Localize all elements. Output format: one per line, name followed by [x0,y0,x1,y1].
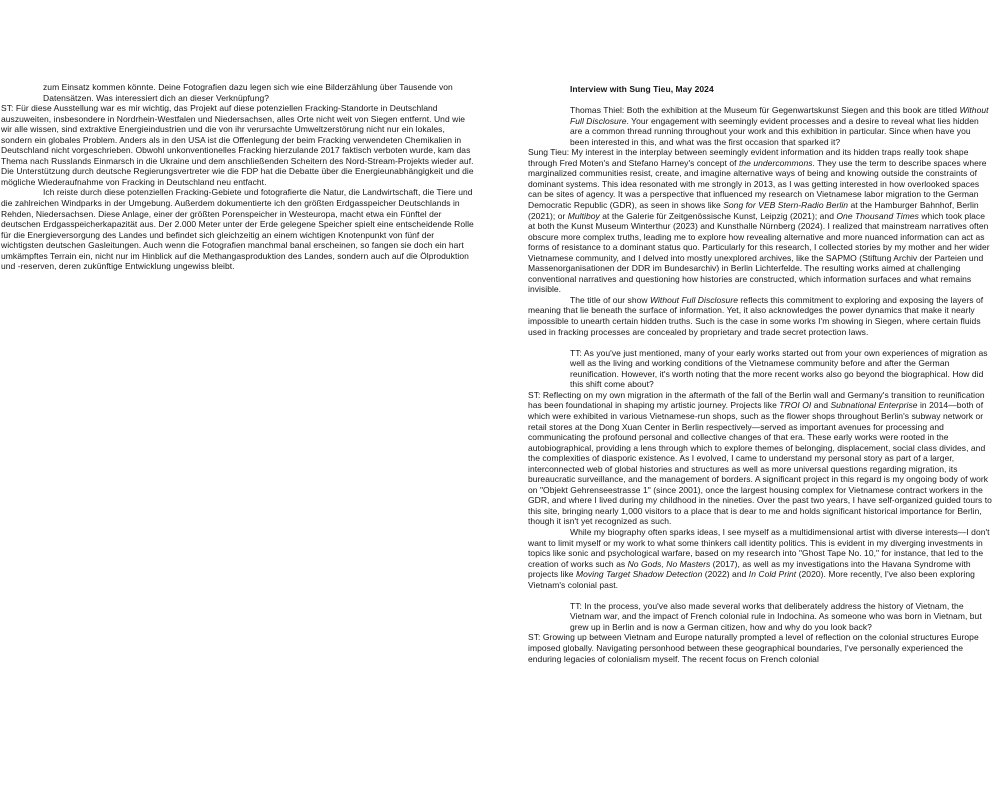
italic-title-text: Subnational Enterprise [830,400,918,411]
text-run: which took place at both the Kunst Museum Winterthur (2023) and Kunsthalle Nürnberg (2024). I realized that mainstream narratives often obscure more complex truths, leading me to explore how revealing alternative and more nuanced information can act as forms of resistance to a dominant status quo. Particularly for this research, I collected stories by my mother and her wider Vietnamese community, and I delved into mostly unexplored archives, like the SAPMO (Stiftung Archiv der Parteien und Massenorganisationen der DDR im Bundesarchiv) in Berlin Lichterfelde. The resulting works aimed at challenging conventional narratives and questioning how histories are constructed, which information surfaces and what remains invisible. [528,210,990,295]
text-run: . They use the term to describe spaces where marginalized communities resist, create, and imagine alternative ways of being and knowing outside the constraints of dominant systems. This idea resonated with me strongly in 2013, as I was getting interested in how overlooked spaces can be sites of agency. It was a perspective that influenced my research on Vietnamese labor migration to the German Democratic Republic (GDR), as seen in shows like [528,157,987,211]
italic-title-text: Without Full Disclosure [570,105,989,126]
answer-2-continued [528,527,992,590]
right-page-text-column [528,84,992,664]
text-run: While my biography often sparks ideas, I see myself as a multidimensional artist with diverse interests—I don't want to limit myself or my work to what some thinkers call identity politics. This is evident in my diverging investments in topics like sonic and psychological warfare, based on my research into "Ghost Tape No. 10," for instance, that led to the creation of works such as [528,526,990,569]
italic-title-text: Without Full Disclosure [650,294,738,305]
text-run: at the Galerie für Zeitgenössische Kunst, Leipzig (2021); and [599,210,837,221]
question-2 [570,348,992,390]
text-run: The title of our show [570,294,650,305]
text-run: in 2014—both of which were exhibited in various Vietnamese-run shops, such as the flower shops throughout Berlin's subway network or retail stores at the Dong Xuan Center in Berlin respectively—served as important avenues for processing and communicating the profound personal and collective changes of that era. These early works were rooted in the autobiographical, providing a lens through which to explore themes of belonging, displacement, social class divides, and the complexities of diasporic existence. As I evolved, I came to understand my personal story as part of a larger, interconnected web of global histories and structures as well as more universal questions regarding migration, its bureaucratic surveillance, and the management of borders. A significant project in this regard is my ongoing body of work on "Objekt Gehrenseestrasse 1" (since 2001), once the largest housing complex for Vietnamese contract workers in the GDR, and where I lived during my childhood in the nineties. Over the past two years, I have self-organized guided tours to this site, bringing nearly 1,000 visitors to a place that is dear to me and holds significant historical importance for Berlin, though it isn't yet recognized as such. [528,400,992,527]
italic-title-text: One Thousand Times [836,210,919,221]
question-3 [570,601,992,633]
answer-german-2 [1,187,478,271]
interview-heading: Interview with Sung Tieu, May 2024 [570,84,714,94]
text-run: ST: Reflecting on my own migration in the aftermath of the fall of the Berlin wall and Germany's transition to reunification has been foundational in shaping my artistic journey. Projects like [528,389,985,411]
italic-title-text: Song for VEB Stern-Radio Berlin [723,200,849,211]
text-run: and [811,400,831,411]
text-run: TT: As you've just mentioned, many of your early works started out from your own experiences of migration as well as the living and working conditions of the Vietnamese community before and after the German reunification. However, it's worth noting that the more recent works also go beyond the biographical. How did this shift come about? [570,347,988,390]
text-run: at the Hamburger Bahnhof, Berlin (2021); or [528,200,979,221]
text-run: ST: Für diese Ausstellung war es mir wichtig, das Projekt auf diese potenziellen Fracking-Standorte in Deutschland auszuweiten, insbesondere in Nordrhein-Westfalen und Niedersachsen, alles Orte nicht weit von Siegen entfernt. Und wie wir alle wissen, sind extraktive Energieindustrien und die von ihr verursachte Umweltzerstörung nicht nur ein lokales, sondern ein globales Problem. Anders als in den USA ist die Offenlegung der beim Fracking verwendeten Chemikalien in Deutschland nicht vorgeschrieben. Obwohl unkonventionelles Fracking hierzulande 2017 faktisch verboten wurde, kam das Thema nach Russlands Einmarsch in die Ukraine und dem anschließenden Scheitern des Nord-Stream-Projekts wieder auf. Die Unterstützung durch deutsche Regierungsvertreter wie die FDP hat die Debatte über die Energieunabhängigkeit und die mögliche Wiederaufnahme von Fracking in Deutschland neu entfacht. [1,103,474,187]
italic-title-text: In Cold Print [748,569,797,580]
answer-2 [528,390,992,527]
answer-german-1 [1,103,478,187]
text-run: . Your engagement with seemingly evident processes and a desire to reveal what lies hidden are a common thread running throughout your work and this exhibition in particular. Since when have you been interested in this, and what was the first occasion that sparked it? [570,115,979,147]
text-run: reflects this commitment to exploring and exposing the layers of meaning that lie beneath the surface of information. Yet, it also acknowledges the power dynamics that make it nearly impossible to unearth certain hidden truths. Such is the case in some works I'm showing in Siegen, where certain fluids used in fracking processes are concealed by proprietary and trade secret protection laws. [528,294,984,337]
text-run: (2022) and [702,569,749,580]
answer-3 [528,632,992,664]
text-run: Ich reiste durch diese potenziellen Fracking-Gebiete und fotografierte die Natur, die Landwirtschaft, die Tiere und die zahlreichen Windparks in der Umgebung. Außerdem dokumentierte ich den größten Erdgasspeicher Deutschlands in Rehden, Niedersachsen. Diese Anlage, einer der größten Porenspeicher in Westeuropa, macht etwa ein Fünftel der deutschen Erdgasspeicherkapazität aus. Der 2.000 Meter unter der Erde gelegene Speicher spielt eine entscheidende Rolle für die Energieversorgung des Landes und befindet sich gleichzeitig an einem wichtigen Knotenpunkt von fünf der wichtigsten deutschen Gasleitungen. Auch wenn die Fotografien manchmal banal erscheinen, so fangen sie doch ein hart umkämpftes Terrain ein, nicht nur im Hinblick auf die Methangasproduktion des Landes, sondern auch auf die Ölproduktion und -reserven, deren zukünftige Entwicklung ungewiss bleibt. [1,187,474,272]
text-run: TT: In the process, you've also made several works that deliberately address the history of Vietnam, the Vietnam war, and the impact of French colonial rule in Indochina. As someone who was born in Vietnam, but grew up in Berlin and is now a German citizen, how and why do you look back? [570,600,982,632]
text-run: (2020). More recently, I've also been exploring Vietnam's colonial past. [528,569,975,590]
text-run: zum Einsatz kommen könnte. Deine Fotografien dazu legen sich wie eine Bilderzählung über Tausende von Datensätzen. Was interessiert dich an dieser Verknüpfung? [43,82,453,103]
text-run: ST: Growing up between Vietnam and Europe naturally prompted a level of reflection on the colonial structures Europe imposed globally. Navigating personhood between these geographical boundaries, I've personally experienced the enduring legacies of colonialism myself. The recent focus on French colonial [528,632,979,664]
answer-1-continued [528,295,992,337]
italic-title-text: Multiboy [567,210,600,221]
answer-1 [528,147,992,295]
italic-title-text: the undercommons [738,157,813,168]
text-run: Thomas Thiel: Both the exhibition at the Museum für Gegenwartskunst Siegen and this book are titled [570,105,960,116]
italic-title-text: No Gods, No Masters [627,558,711,569]
question-continuation-german [43,82,478,103]
text-run: (2017), as well as my investigations into the Havana Syndrome with projects like [528,558,971,580]
interview-body [528,105,992,664]
left-page-text-column [1,82,478,272]
text-run: Sung Tieu: My interest in the interplay between seemingly evident information and its hidden traps really took shape through Fred Moten's and Stefano Harney's concept of [528,147,969,168]
italic-title-text: TROI OI [779,400,812,411]
italic-title-text: Moving Target Shadow Detection [575,569,703,580]
question-1 [570,105,992,147]
